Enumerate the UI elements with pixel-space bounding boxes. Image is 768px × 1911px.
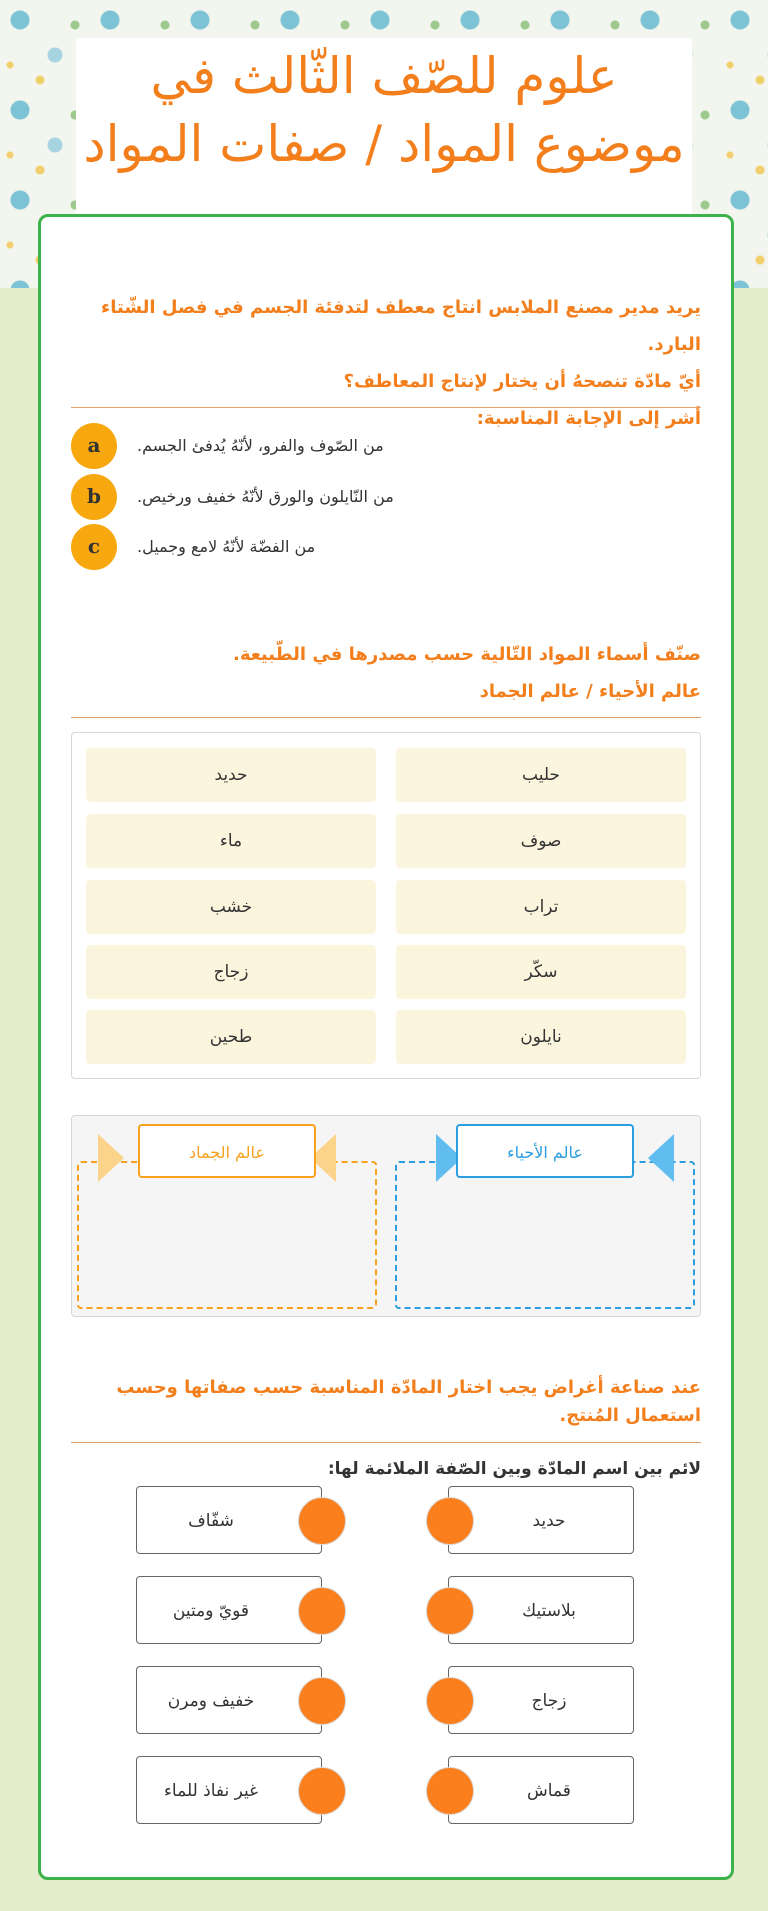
draggable-item[interactable]: نايلون — [396, 1010, 686, 1064]
property-box[interactable]: قويّ ومتين — [136, 1576, 322, 1644]
property-box[interactable]: خفيف ومرن — [136, 1666, 322, 1734]
connector-dot[interactable] — [426, 1767, 474, 1815]
choice-c[interactable] — [71, 524, 701, 570]
question-3-instruction — [71, 1451, 701, 1488]
category-area — [71, 1115, 701, 1317]
page-title: علوم للصّف الثّالث في موضوع المواد / صفات المواد — [83, 47, 685, 173]
connector-dot[interactable] — [298, 1587, 346, 1635]
question-1-line: أشر إلى الإجابة المناسبة: — [476, 408, 701, 429]
draggable-item[interactable]: حديد — [86, 748, 376, 802]
connector-dot[interactable] — [426, 1677, 474, 1725]
choice-a[interactable] — [71, 423, 701, 469]
drop-zone-nonliving[interactable] — [77, 1161, 377, 1309]
draggable-item[interactable]: طحين — [86, 1010, 376, 1064]
material-box[interactable]: زجاج — [448, 1666, 634, 1734]
divider — [71, 717, 701, 718]
draggable-item[interactable]: زجاج — [86, 945, 376, 999]
property-box[interactable]: غير نفاذ للماء — [136, 1756, 322, 1824]
question-1-line: أيّ مادّة تنصحهُ أن يختار لإنتاج المعاطف؟ — [343, 371, 701, 392]
ribbon-tail — [98, 1134, 124, 1182]
question-2-line: صنّف أسماء المواد التّالية حسب مصدرها في الطّبيعة. — [233, 644, 701, 665]
draggable-item[interactable]: تراب — [396, 880, 686, 934]
divider — [71, 1442, 701, 1443]
choice-text: من الصّوف والفرو، لأنّهُ يُدفئ الجسم. — [137, 436, 384, 455]
question-1-line: يريد مدير مصنع الملابس انتاج معطف لتدفئة الجسم في فصل الشّتاء البارد. — [101, 297, 701, 355]
choice-letter-badge[interactable]: c — [71, 524, 117, 570]
connector-dot[interactable] — [298, 1677, 346, 1725]
items-grid — [71, 732, 701, 1079]
material-box[interactable]: قماش — [448, 1756, 634, 1824]
question-3-text — [71, 1374, 701, 1430]
material-box[interactable]: بلاستيك — [448, 1576, 634, 1644]
choice-text: من الفضّة لأنّهُ لامع وجميل. — [137, 537, 316, 556]
choice-letter-badge[interactable]: b — [71, 474, 117, 520]
question-1-text — [71, 289, 701, 437]
connector-dot[interactable] — [426, 1497, 474, 1545]
ribbon-tail — [648, 1134, 674, 1182]
category-label-living: عالم الأحياء — [456, 1124, 634, 1178]
material-box[interactable]: حديد — [448, 1486, 634, 1554]
connector-dot[interactable] — [298, 1497, 346, 1545]
title-card — [76, 38, 692, 218]
choice-text: من النّايلون والورق لأنّهُ خفيف ورخيص. — [137, 487, 394, 506]
category-label-nonliving: عالم الجماد — [138, 1124, 316, 1178]
draggable-item[interactable]: حليب — [396, 748, 686, 802]
question-2-line: عالم الأحياء / عالم الجماد — [479, 681, 701, 702]
question-3-line: عند صناعة أغراض يجب اختار المادّة المناسبة حسب صفاتها وحسب استعمال المُنتج. — [116, 1377, 701, 1426]
drop-zone-living[interactable] — [395, 1161, 695, 1309]
question-2-text — [71, 636, 701, 710]
draggable-item[interactable]: ماء — [86, 814, 376, 868]
draggable-item[interactable]: صوف — [396, 814, 686, 868]
choice-b[interactable] — [71, 474, 701, 520]
connector-dot[interactable] — [298, 1767, 346, 1815]
choice-letter-badge[interactable]: a — [71, 423, 117, 469]
draggable-item[interactable]: خشب — [86, 880, 376, 934]
divider — [71, 407, 701, 408]
draggable-item[interactable]: سكّر — [396, 945, 686, 999]
worksheet-card — [38, 214, 734, 1880]
connector-dot[interactable] — [426, 1587, 474, 1635]
instruction-text: لائم بين اسم المادّة وبين الصّفة الملائمة لها: — [327, 1459, 701, 1479]
property-box[interactable]: شفّاف — [136, 1486, 322, 1554]
